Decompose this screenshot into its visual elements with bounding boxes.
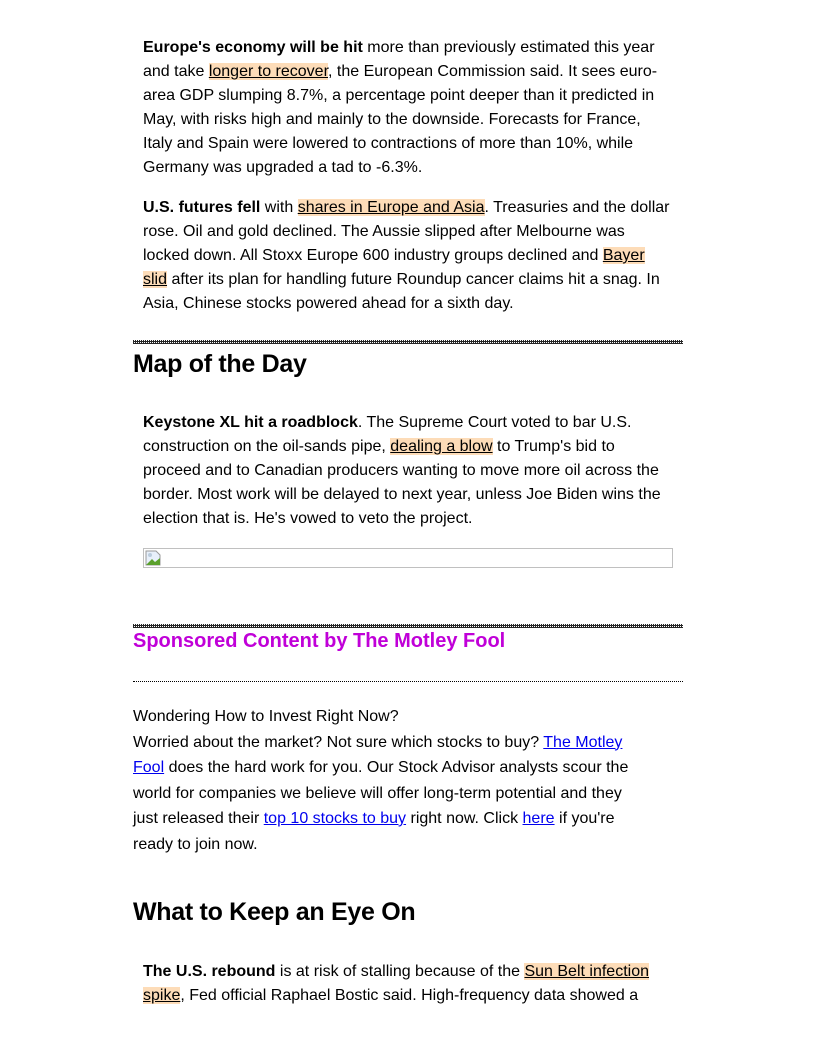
text: , the European Commission said. It sees euro-area GDP slumping 8.7%, a percentage point deeper than it predicted in May, with risks high and mainly to the downside. Forecasts for France, Italy and Spain were lowered to contractions of more than 10%, while Germany was upgraded a tad to -6.3%. xyxy=(143,63,658,176)
link-longer-to-recover[interactable]: longer to recover xyxy=(208,63,329,80)
text: does the hard work for you. Our Stock Advisor analysts scour the world for companies we believe will offer long-term potential and they just released their xyxy=(133,759,629,827)
sponsored-heading: Sponsored Content by The Motley Fool xyxy=(133,630,506,652)
text: to Trump's bid to proceed and to Canadian producers wanting to move more oil across the border. Most work will be delayed to next year, unless Joe Biden wins the election that is. He's vowed to veto the project. xyxy=(143,438,661,527)
broken-map-image xyxy=(143,548,673,568)
motley-fool-link[interactable]: The Motley Fool xyxy=(133,733,623,776)
here-link[interactable]: here xyxy=(522,810,555,827)
text: right now. Click xyxy=(406,810,523,827)
lead-bold: Europe's economy will be hit xyxy=(143,39,363,56)
broken-image-icon xyxy=(145,550,161,566)
sponsored-text xyxy=(133,704,633,857)
link-sun-belt-spike[interactable]: Sun Belt infection spike xyxy=(143,963,649,1004)
text: . Treasuries and the dollar rose. Oil and gold declined. The Aussie slipped after Melbourne was locked down. All Stoxx Europe 600 industry groups declined and xyxy=(143,199,670,264)
section-divider xyxy=(133,340,683,344)
text: with xyxy=(260,199,298,216)
lead-bold: Keystone XL hit a roadblock xyxy=(143,414,358,431)
lead-bold: U.S. futures fell xyxy=(143,199,261,216)
section-divider xyxy=(133,624,683,628)
sponsored-question: Wondering How to Invest Right Now? xyxy=(133,708,399,725)
us-rebound-paragraph xyxy=(143,960,673,1008)
top-10-stocks-link[interactable]: top 10 stocks to buy xyxy=(263,810,407,827)
text: is at risk of stalling because of the xyxy=(275,963,525,980)
link-shares-europe-asia[interactable]: shares in Europe and Asia xyxy=(297,199,485,216)
text: more than previously estimated this year and take xyxy=(143,39,655,80)
text: Worried about the market? Not sure which stocks to buy? xyxy=(133,733,544,751)
map-of-the-day-heading: Map of the Day xyxy=(133,350,307,378)
europe-economy-paragraph xyxy=(143,36,673,180)
link-bayer-slid[interactable]: Bayer slid xyxy=(143,247,645,288)
text: . The Supreme Court voted to bar U.S. construction on the oil-sands pipe, xyxy=(143,414,632,455)
link-dealing-a-blow[interactable]: dealing a blow xyxy=(390,438,493,455)
text: if you're ready to join now. xyxy=(133,810,615,853)
lead-bold: The U.S. rebound xyxy=(143,963,276,980)
us-futures-paragraph xyxy=(143,196,673,316)
thin-divider xyxy=(133,681,683,682)
text: after its plan for handling future Roundup cancer claims hit a snag. In Asia, Chinese stocks powered ahead for a sixth day. xyxy=(143,271,660,312)
text: , Fed official Raphael Bostic said. High-frequency data showed a xyxy=(180,987,639,1004)
what-to-watch-heading: What to Keep an Eye On xyxy=(133,898,416,926)
keystone-paragraph xyxy=(143,411,673,531)
